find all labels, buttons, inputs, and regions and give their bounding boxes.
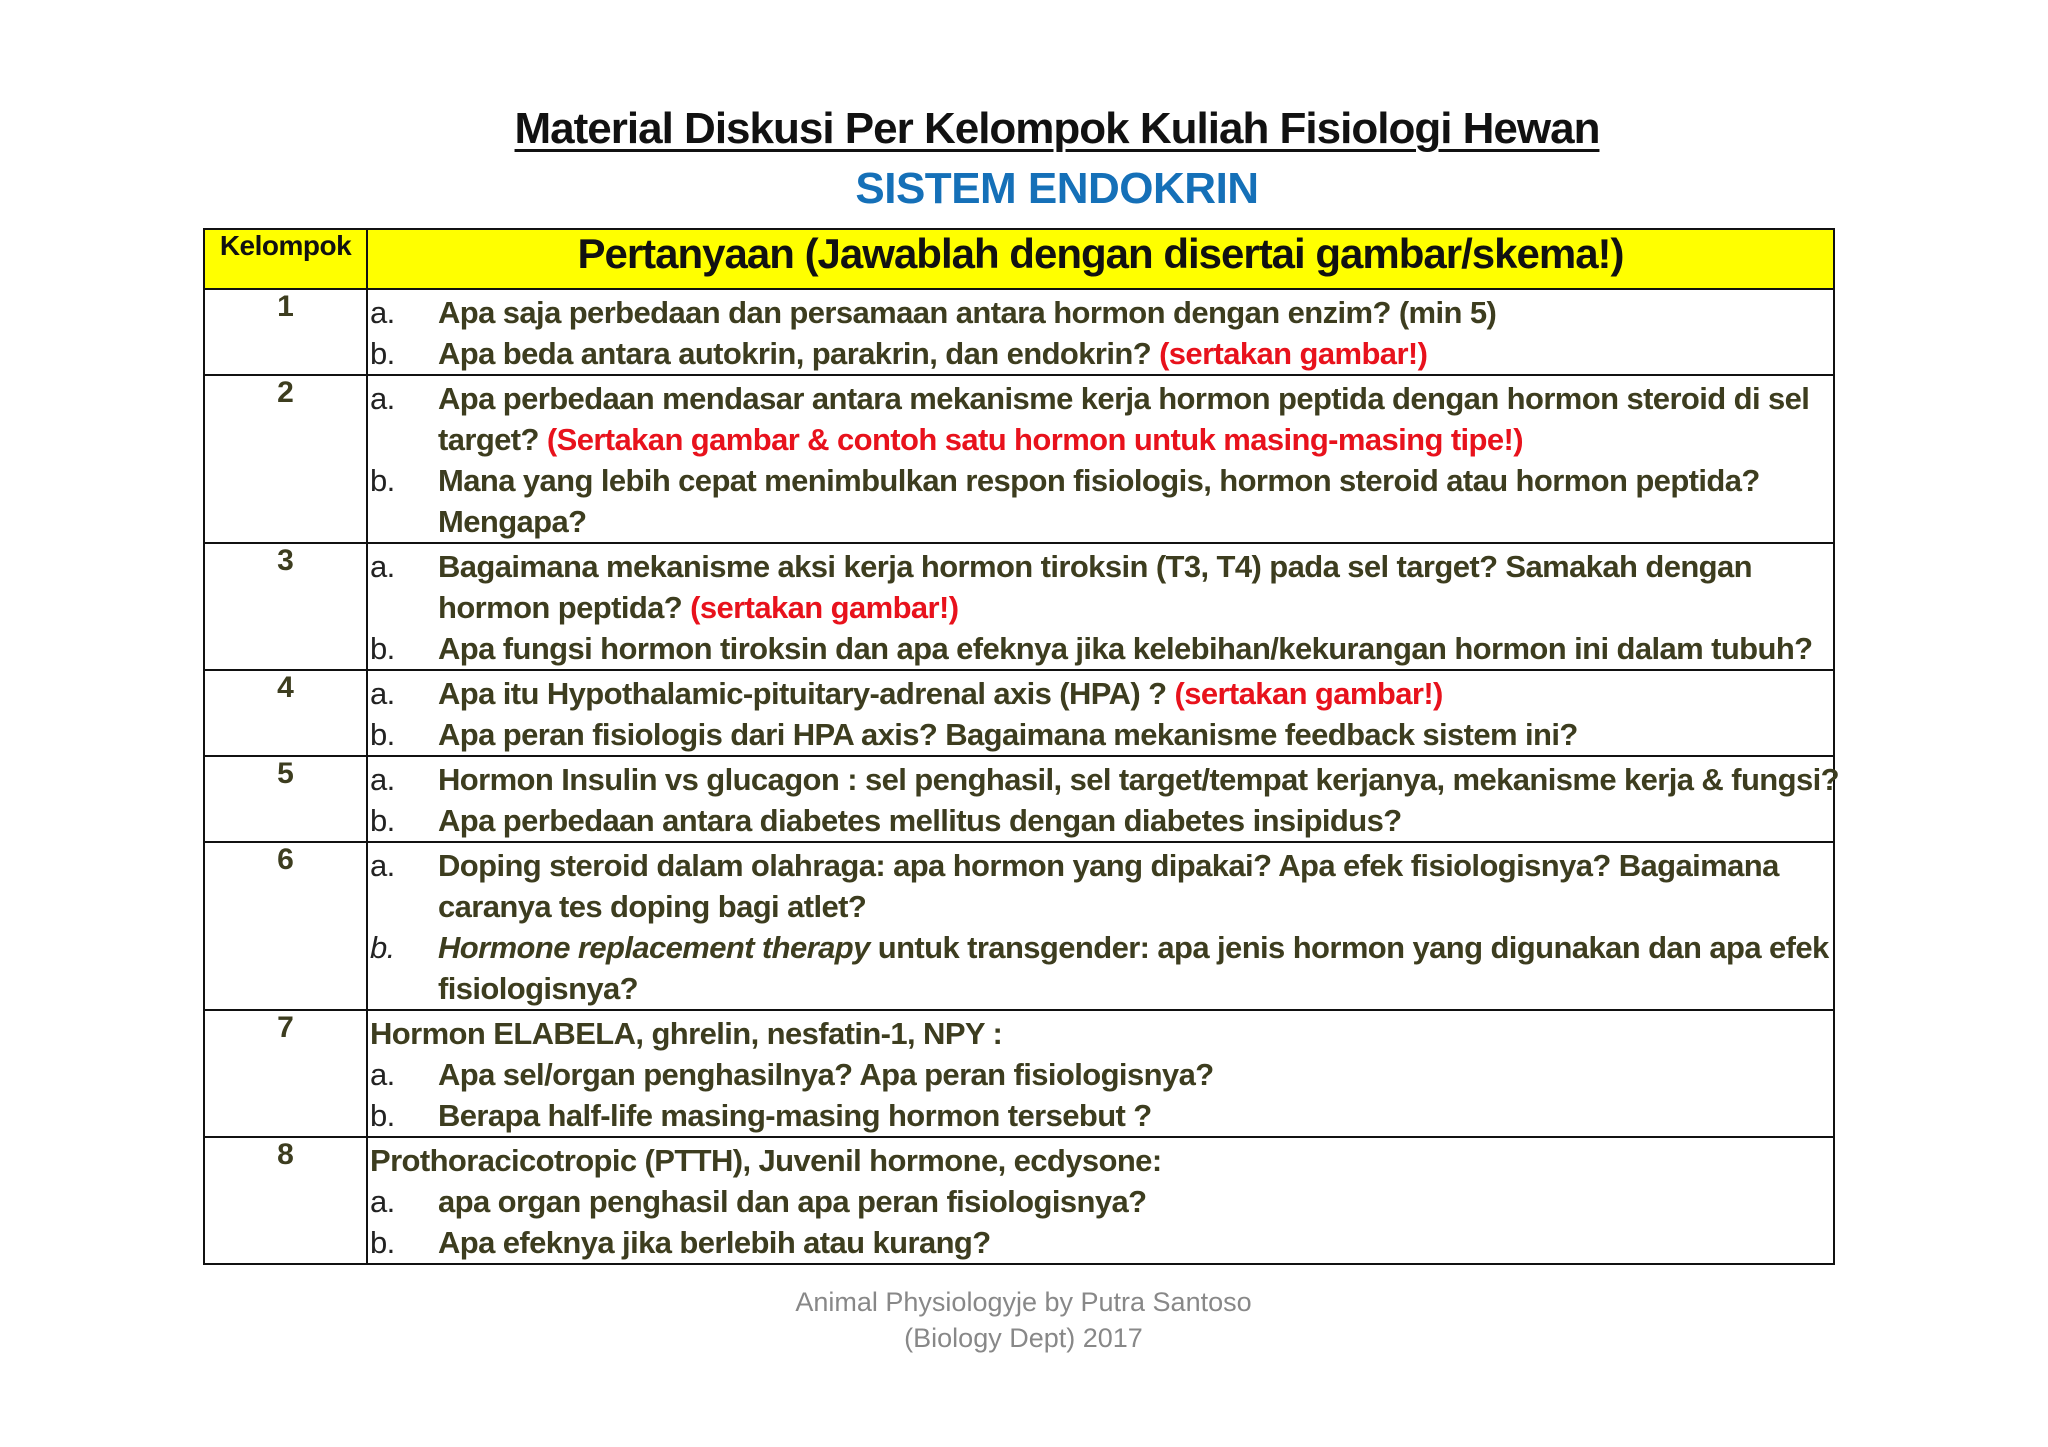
question-item bbox=[368, 1181, 1833, 1222]
table-row bbox=[204, 543, 1834, 670]
item-text: Apa efeknya jika berlebih atau kurang? bbox=[438, 1225, 991, 1260]
table-row bbox=[204, 289, 1834, 375]
footer-dept: (Biology Dept) 2017 bbox=[904, 1323, 1143, 1353]
group-number: 2 bbox=[204, 375, 367, 543]
item-text: Berapa half-life masing-masing hormon tersebut ? bbox=[438, 1098, 1152, 1133]
item-letter: a. bbox=[370, 762, 395, 797]
question-cell bbox=[367, 1010, 1834, 1137]
item-text: Apa beda antara autokrin, parakrin, dan endokrin? bbox=[438, 336, 1160, 371]
table-header-row bbox=[204, 229, 1834, 289]
item-text: untuk transgender: apa jenis hormon yang digunakan dan apa efek fisiologisnya? bbox=[438, 930, 1829, 1006]
question-item bbox=[368, 673, 1833, 714]
footer-author: Animal Physiologyje by Putra Santoso bbox=[795, 1287, 1252, 1317]
questions-table bbox=[203, 228, 1839, 1265]
item-italic-lead: Hormone replacement therapy bbox=[438, 930, 870, 965]
item-intro: Hormon ELABELA, ghrelin, nesfatin-1, NPY : bbox=[370, 1016, 1003, 1051]
item-letter: b. bbox=[370, 1225, 395, 1260]
group-number: 1 bbox=[204, 289, 367, 375]
question-item bbox=[368, 378, 1833, 460]
question-cell bbox=[367, 842, 1834, 1010]
question-item bbox=[368, 845, 1833, 927]
question-cell bbox=[367, 670, 1834, 756]
item-text: Apa peran fisiologis dari HPA axis? Bagaimana mekanisme feedback sistem ini? bbox=[438, 717, 1578, 752]
group-number: 6 bbox=[204, 842, 367, 1010]
item-note: (sertakan gambar!) bbox=[1159, 336, 1428, 371]
question-item bbox=[368, 333, 1833, 374]
question-item bbox=[368, 759, 1839, 800]
group-number: 5 bbox=[204, 756, 367, 842]
item-letter: b. bbox=[370, 717, 395, 752]
item-letter: a. bbox=[370, 848, 395, 883]
question-cell bbox=[367, 289, 1834, 375]
question-item bbox=[368, 1095, 1833, 1136]
group-number: 3 bbox=[204, 543, 367, 670]
question-item bbox=[368, 292, 1833, 333]
item-letter: a. bbox=[370, 1184, 395, 1219]
item-letter: a. bbox=[370, 676, 395, 711]
item-text: Bagaimana mekanisme aksi kerja hormon tiroksin (T3, T4) pada sel target? Samakah dengan hormon peptida? bbox=[438, 549, 1752, 625]
group-number: 4 bbox=[204, 670, 367, 756]
item-letter: b. bbox=[370, 463, 395, 498]
item-text: Hormon Insulin vs glucagon : sel penghasil, sel target/tempat kerjanya, mekanisme kerja & fungsi? bbox=[438, 762, 1839, 797]
table-row bbox=[204, 842, 1834, 1010]
question-item bbox=[368, 927, 1833, 1009]
table-row bbox=[204, 1137, 1834, 1264]
question-item bbox=[368, 1054, 1833, 1095]
item-letter: b. bbox=[370, 930, 395, 965]
item-text: Mana yang lebih cepat menimbulkan respon fisiologis, hormon steroid atau hormon peptida? Mengapa? bbox=[438, 463, 1760, 539]
group-number: 8 bbox=[204, 1137, 367, 1264]
table-row bbox=[204, 1010, 1834, 1137]
header-question: Pertanyaan (Jawablah dengan disertai gambar/skema!) bbox=[367, 229, 1834, 289]
question-cell bbox=[367, 543, 1834, 670]
item-letter: b. bbox=[370, 336, 395, 371]
document-subtitle: SISTEM ENDOKRIN bbox=[855, 164, 1259, 213]
item-letter: a. bbox=[370, 1057, 395, 1092]
item-letter: a. bbox=[370, 381, 395, 416]
item-note: (sertakan gambar!) bbox=[1174, 676, 1443, 711]
question-item bbox=[368, 628, 1833, 669]
question-item bbox=[368, 546, 1833, 628]
question-cell bbox=[367, 1137, 1834, 1264]
question-item bbox=[368, 714, 1833, 755]
item-note: (Sertakan gambar & contoh satu hormon untuk masing-masing tipe!) bbox=[546, 422, 1523, 457]
item-text: Apa perbedaan mendasar antara mekanisme kerja hormon peptida dengan hormon steroid di sel target? bbox=[438, 381, 1810, 457]
question-item bbox=[368, 460, 1833, 542]
table-row bbox=[204, 670, 1834, 756]
question-item bbox=[368, 1222, 1833, 1263]
item-letter: b. bbox=[370, 631, 395, 666]
document-title: Material Diskusi Per Kelompok Kuliah Fisiologi Hewan bbox=[514, 104, 1600, 153]
question-cell bbox=[367, 375, 1834, 543]
table-row bbox=[204, 756, 1834, 842]
item-text: Doping steroid dalam olahraga: apa hormon yang dipakai? Apa efek fisiologisnya? Bagaimana caranya tes doping bagi atlet? bbox=[438, 848, 1779, 924]
item-text: Apa sel/organ penghasilnya? Apa peran fisiologisnya? bbox=[438, 1057, 1214, 1092]
header-group: Kelompok bbox=[204, 229, 367, 289]
item-intro: Prothoracicotropic (PTTH), Juvenil hormone, ecdysone: bbox=[370, 1143, 1162, 1178]
footer bbox=[0, 1284, 2048, 1356]
item-text: apa organ penghasil dan apa peran fisiologisnya? bbox=[438, 1184, 1147, 1219]
item-letter: b. bbox=[370, 803, 395, 838]
item-text: Apa fungsi hormon tiroksin dan apa efeknya jika kelebihan/kekurangan hormon ini dalam tubuh? bbox=[438, 631, 1813, 666]
item-text: Apa saja perbedaan dan persamaan antara hormon dengan enzim? (min 5) bbox=[438, 295, 1497, 330]
group-number: 7 bbox=[204, 1010, 367, 1137]
item-letter: a. bbox=[370, 295, 395, 330]
question-cell bbox=[367, 756, 1839, 842]
item-note: (sertakan gambar!) bbox=[690, 590, 959, 625]
table-row bbox=[204, 375, 1834, 543]
item-letter: b. bbox=[370, 1098, 395, 1133]
question-item bbox=[368, 800, 1833, 841]
item-letter: a. bbox=[370, 549, 395, 584]
item-text: Apa perbedaan antara diabetes mellitus dengan diabetes insipidus? bbox=[438, 803, 1402, 838]
item-text: Apa itu Hypothalamic-pituitary-adrenal axis (HPA) ? bbox=[438, 676, 1175, 711]
